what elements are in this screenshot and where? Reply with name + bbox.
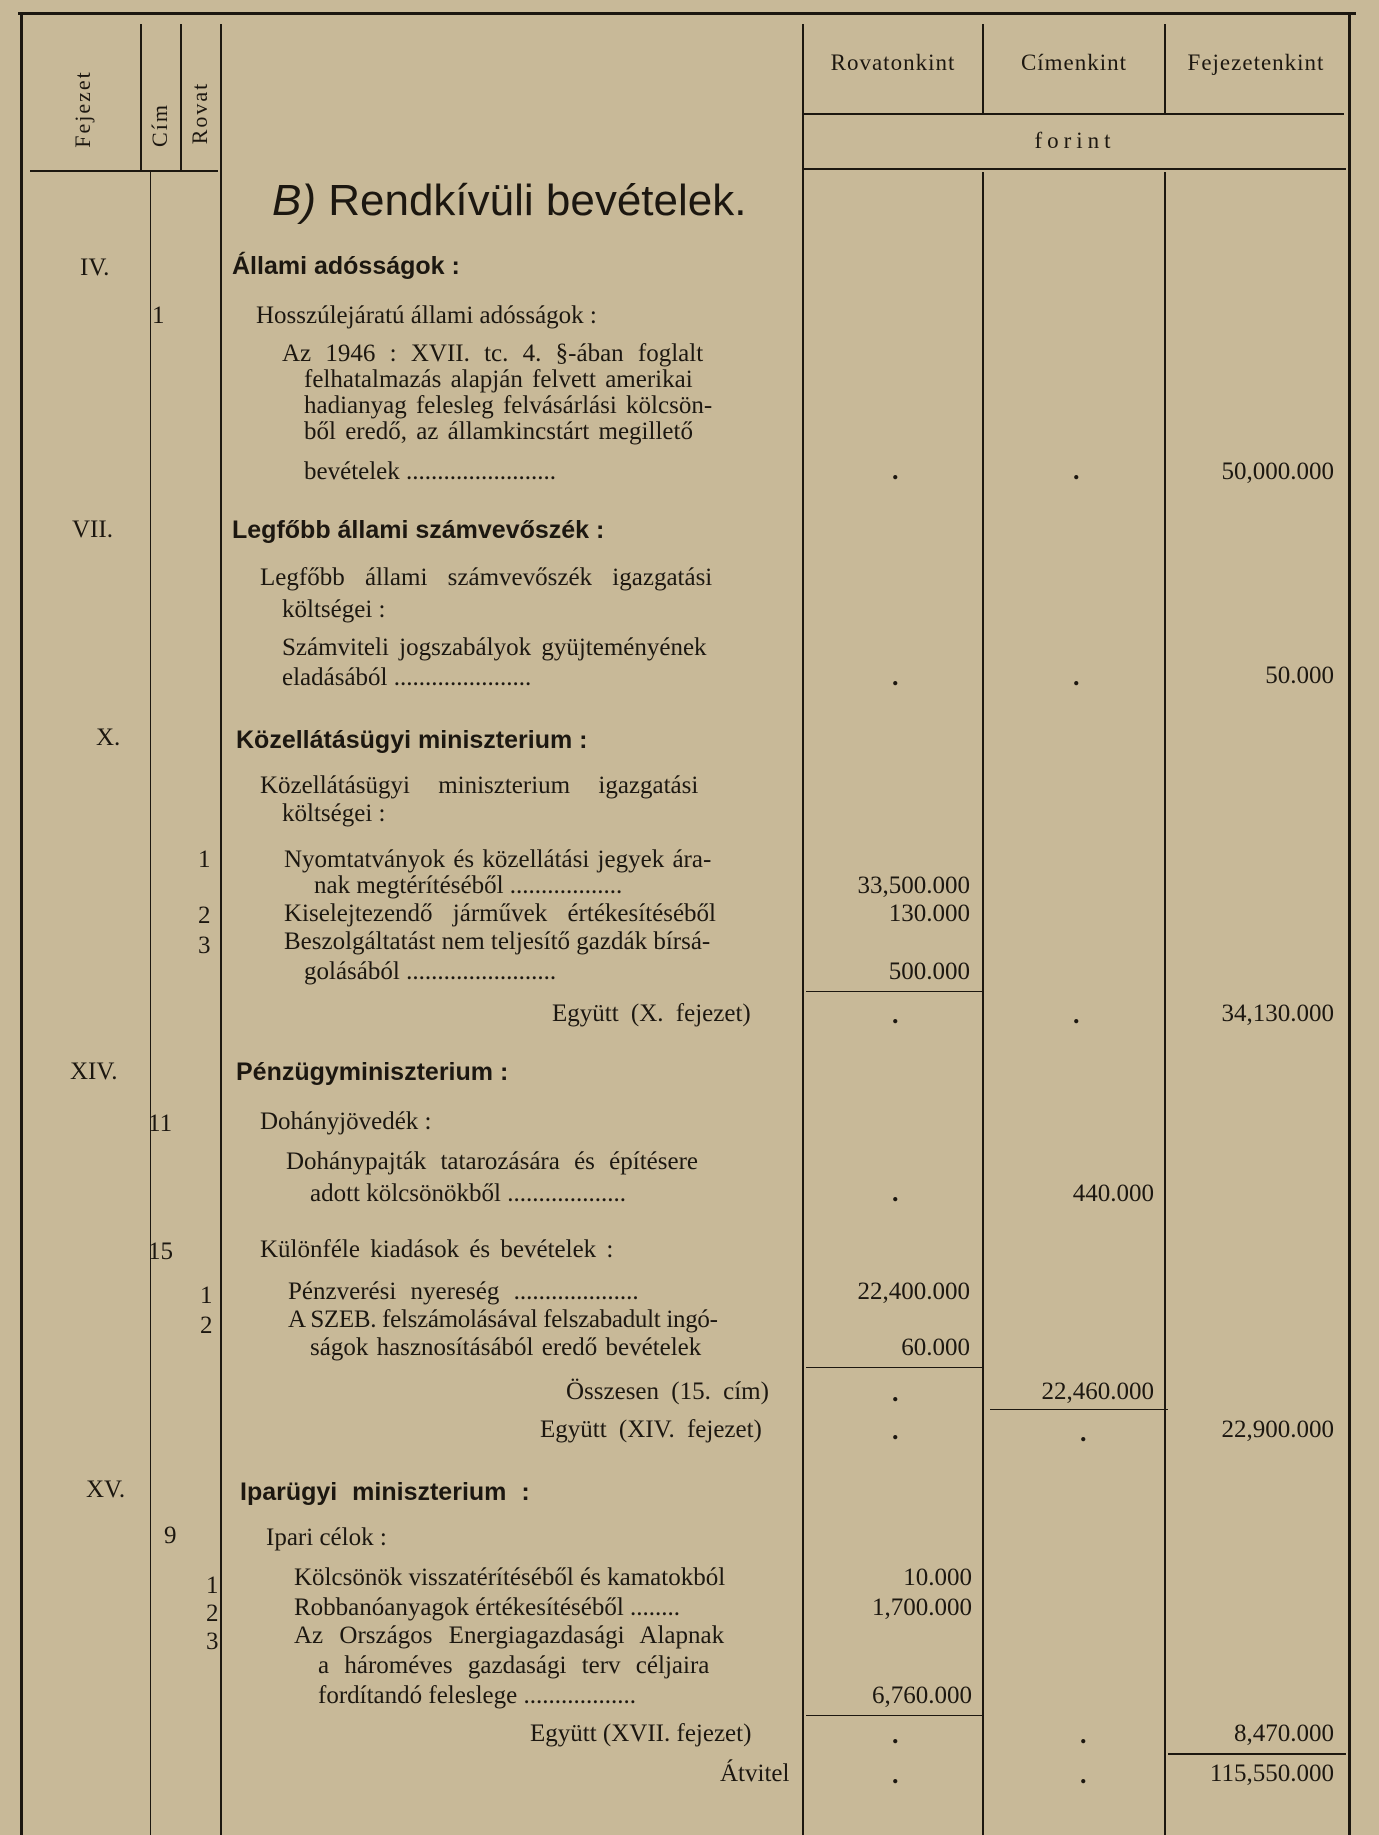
x-cim-dot: . <box>1073 1000 1080 1029</box>
xiv-r2-line-2: ságok hasznosításából eredő bevételek <box>310 1334 702 1361</box>
cim-iv: 1 <box>152 302 165 329</box>
col-header-rovat: Rovat <box>187 81 212 145</box>
iv-line-3: hadianyag felesleg felvásárlási kölcsön- <box>304 392 713 419</box>
fejezet-xv: XV. <box>86 1476 126 1503</box>
xiv-c11-cim-value: 440.000 <box>1072 1180 1154 1207</box>
iv-line-1: Az 1946 : XVII. tc. 4. §-ában foglalt <box>282 340 704 367</box>
x-rov-dot: . <box>892 1000 899 1029</box>
xiv-cim-11: 11 <box>148 1110 173 1137</box>
col-sep-fejezet <box>140 24 142 172</box>
section-title-xv: Iparügyi miniszterium : <box>240 1478 530 1506</box>
section-title-iv: Állami adósságok : <box>232 252 460 280</box>
carry-rule <box>1168 1753 1346 1755</box>
header-divider <box>30 170 218 172</box>
col-header-fejezetenkint: Fejezetenkint <box>1187 50 1325 75</box>
top-border <box>18 12 1356 15</box>
vii-line-2: eladásából ...................... <box>282 664 532 691</box>
xiv-rov-dot: . <box>892 1416 899 1445</box>
xv-rovat-1: 1 <box>206 1572 219 1599</box>
x-r2-value: 130.000 <box>888 900 970 927</box>
vii-sub-2: költségei : <box>282 596 386 623</box>
xiv-r2-line-1: A SZEB. felszámolásával felszabadult ingó- <box>288 1306 718 1333</box>
xiv-c11-rov-dot: . <box>892 1178 899 1207</box>
xiv-fej-value: 22,900.000 <box>1221 1416 1334 1443</box>
xv-r1-line-1: Kölcsönök visszatérítéséből és kamatokból <box>294 1564 726 1591</box>
x-rovat-2: 2 <box>198 902 211 929</box>
xiv-c11-label: Dohányjövedék : <box>260 1108 432 1135</box>
left-border <box>20 12 23 1835</box>
xiv-r2-value: 60.000 <box>901 1334 970 1361</box>
iv-cim-dot: . <box>1073 456 1080 485</box>
xiv-c11-line-1: Dohánypajták tatarozására és építésere <box>286 1148 698 1175</box>
xv-r3-line-1: Az Országos Energiagazdasági Alapnak <box>294 1622 725 1649</box>
page-title <box>272 176 746 226</box>
col-sep-cim <box>180 24 182 172</box>
x-r2-line-1: Kiselejtezendő járművek értékesítéséből <box>284 900 717 927</box>
xv-cim-9: 9 <box>164 1522 177 1549</box>
xv-r3-line-3: fordítandó feleslege .................. <box>318 1682 636 1709</box>
xv-rovat-3: 3 <box>206 1628 219 1655</box>
x-r1-line-1: Nyomtatványok és közellátási jegyek ára- <box>284 846 712 873</box>
x-rovat-1: 1 <box>198 846 211 873</box>
iv-rov-dot: . <box>892 456 899 485</box>
xv-cim-dot: . <box>1080 1720 1087 1749</box>
carry-fej-value: 115,550.000 <box>1209 1760 1334 1787</box>
xv-r3-line-2: a hároméves gazdasági terv céljaira <box>318 1652 710 1679</box>
xv-c9-label: Ipari célok : <box>266 1524 387 1551</box>
xv-rov-dot: . <box>892 1720 899 1749</box>
x-fej-value: 34,130.000 <box>1221 1000 1334 1027</box>
carry-cim-dot: . <box>1080 1760 1087 1789</box>
fejezet-vii: VII. <box>72 516 113 543</box>
col-sep-cim-body <box>150 172 151 1835</box>
xiv-r1-value: 22,400.000 <box>857 1278 970 1305</box>
iv-line-4: ből eredő, az államkincstárt megillető <box>304 418 693 445</box>
xv-r3-value: 6,760.000 <box>872 1682 972 1709</box>
fejezet-x: X. <box>96 724 121 751</box>
x-sub-2: költségei : <box>282 800 386 827</box>
xiv-c15-label: Különféle kiadások és bevételek : <box>260 1236 614 1263</box>
right-border <box>1348 12 1351 1835</box>
x-r3-line-1: Beszolgáltatást nem teljesítő gazdák bírsá- <box>284 928 711 955</box>
vii-cim-dot: . <box>1073 662 1080 691</box>
xiv-total-label: Együtt (XIV. fejezet) <box>540 1416 762 1443</box>
x-r1-line-2: nak megtérítéséből .................. <box>314 872 623 899</box>
vii-fej-value: 50.000 <box>1265 662 1334 689</box>
xv-r2-line-1: Robbanóanyagok értékesítéséből ........ <box>294 1594 681 1621</box>
vii-rov-dot: . <box>892 662 899 691</box>
unit-divider <box>804 113 1344 115</box>
x-r3-value: 500.000 <box>888 958 970 985</box>
xv-rovat-2: 2 <box>206 1600 219 1627</box>
xiv-r1-line-1: Pénzverési nyereség .................... <box>288 1278 639 1305</box>
header-bottom <box>804 168 1346 170</box>
iv-fej-value: 50,000.000 <box>1221 458 1334 485</box>
section-title-xiv: Pénzügyminiszterium : <box>236 1058 509 1086</box>
xiv-sum15-label: Összesen (15. cím) <box>566 1378 769 1405</box>
xv-r1-value: 10.000 <box>903 1564 972 1591</box>
fejezet-iv: IV. <box>80 254 110 281</box>
xiv-cim-15: 15 <box>148 1238 173 1265</box>
col-header-cim: Cím <box>147 103 172 147</box>
xiv-sum15-cim-value: 22,460.000 <box>1041 1378 1154 1405</box>
xiv-cim-dot: . <box>1080 1418 1087 1447</box>
fejezet-xiv: XIV. <box>70 1058 118 1085</box>
x-sub-1: Közellátásügyi miniszterium igazgatási <box>260 772 699 799</box>
xv-subtotal-rule <box>806 1715 982 1716</box>
x-r1-value: 33,500.000 <box>857 872 970 899</box>
iv-line-2: felhatalmazás alapján felvett amerikai <box>304 366 693 393</box>
xiv-sum15-rov-dot: . <box>892 1378 899 1407</box>
xv-total-label: Együtt (XVII. fejezet) <box>530 1720 752 1747</box>
carry-rov-dot: . <box>892 1760 899 1789</box>
x-subtotal-rule <box>806 991 982 992</box>
col-header-cimenkint: Címenkint <box>1020 50 1128 75</box>
vii-sub-1: Legfőbb állami számvevőszék igazgatási <box>260 564 713 591</box>
x-rovat-3: 3 <box>198 932 211 959</box>
x-total-label: Együtt (X. fejezet) <box>552 1000 751 1027</box>
title-text: Rendkívüli bevételek. <box>328 176 747 225</box>
col-header-rovatonkint: Rovatonkint <box>830 50 956 75</box>
carry-label: Átvitel <box>720 1760 790 1787</box>
title-letter: B) <box>272 176 316 225</box>
cim-label-iv: Hosszúlejáratú állami adósságok : <box>256 302 597 329</box>
xv-fej-value: 8,470.000 <box>1234 1720 1334 1747</box>
xiv-c15-subtotal-rule <box>806 1367 984 1368</box>
xiv-rovat-1: 1 <box>200 1282 213 1309</box>
x-r3-line-2: golásából ........................ <box>304 958 557 985</box>
vii-line-1: Számviteli jogszabályok gyüjteményének <box>282 634 707 661</box>
iv-line-5: bevételek ........................ <box>304 458 557 485</box>
xv-r2-value: 1,700.000 <box>872 1594 972 1621</box>
section-title-x: Közellátásügyi miniszterium : <box>236 726 588 754</box>
col-sep-rovatonkint-body <box>982 172 984 1835</box>
xiv-cim-rule <box>990 1409 1168 1410</box>
section-title-vii: Legfőbb állami számvevőszék : <box>232 516 605 544</box>
xiv-c11-line-2: adott kölcsönökből ................... <box>310 1180 626 1207</box>
xiv-rovat-2: 2 <box>200 1312 213 1339</box>
unit-label: forint <box>1034 128 1116 153</box>
col-sep-rovat <box>220 24 222 1835</box>
col-header-fejezet: Fejezet <box>70 70 95 148</box>
